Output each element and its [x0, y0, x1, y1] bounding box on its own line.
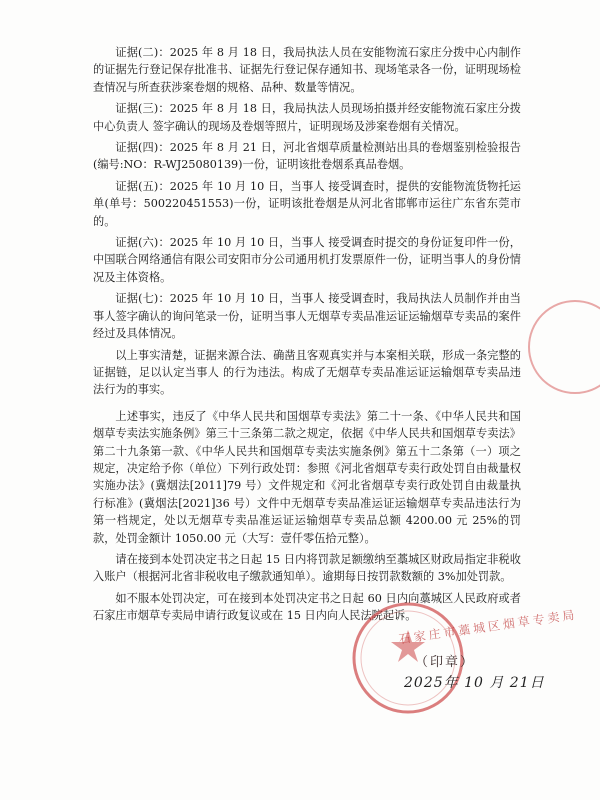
seal-label: （印章） [415, 655, 476, 670]
evidence-3-paragraph: 证据(三)：2025 年 8 月 18 日，我局执法人员现场拍摄并经安能物流石家庄分拨中心负责人 签字确认的现场及卷烟等照片，证明现场及涉案卷烟有关情况。 [93, 102, 521, 133]
evidence-2-paragraph: 证据(二)：2025 年 8 月 18 日，我局执法人员在安能物流石家庄分拨中心内制作的证据先行登记保存批准书、证据先行登记保存通知书、现场笔录各一份，证明现场检查情况与所查获涉案卷烟的规格、品种、数量等情况。 [93, 46, 521, 94]
appeal-rights-paragraph: 如不服本处罚决定，可在接到本处罚决定书之日起 60 日内向藁城区人民政府或者石家庄市烟草专卖局申请行政复议或在 15 日内向人民法院起诉。 [93, 591, 521, 623]
evidence-6-paragraph: 证据(六)：2025 年 10 月 10 日，当事人 接受调查时提交的身份证复印件一份，中国联合网络通信有限公司安阳市分公司通用机打发票原件一份，证明当事人的身份情况及主体资格。 [93, 236, 521, 284]
edge-seal-stamp [528, 300, 600, 394]
signature-date: 2025年 10 月 21日 [404, 675, 545, 691]
payment-instructions-paragraph: 请在接到本处罚决定书之日起 15 日内将罚款足额缴纳至藁城区财政局指定非税收入账户（根据河北省非税收电子缴款通知单）。逾期每日按罚款数额的 3%加处罚款。 [93, 552, 521, 584]
seal-organization-text: 石家庄市藁城区烟草专卖局 [397, 607, 579, 647]
facts-summary-paragraph: 以上事实清楚，证据来源合法、确凿且客观真实并与本案相关联，形成一条完整的证据链，足以认定当事人 的行为违法。构成了无烟草专卖品准运证运输烟草专卖品违法行为的事实。 [93, 348, 521, 397]
evidence-7-paragraph: 证据(七)：2025 年 10 月 10 日，当事人 接受调查时，我局执法人员制作并由当事人签字确认的询问笔录一份，证明当事人无烟草专卖品准运证运输烟草专卖品的案件经过及具体情况。 [93, 292, 521, 341]
evidence-4-paragraph: 证据(四)：2025 年 8 月 21 日，河北省烟草质量检测站出具的卷烟鉴别检验报告(编号:NO：R-WJ25080139)一份，证明该批卷烟系真品卷烟。 [93, 141, 521, 172]
penalty-decision-paragraph: 上述事实，违反了《中华人民共和国烟草专卖法》第二十一条、《中华人民共和国烟草专卖法实施条例》第三十三条第二款之规定，依据《中华人民共和国烟草专卖法》第二十九条第一款、《中华人民共和国烟草专卖法实施条例》第五十二条第（一）项之规定，决定给予你（单位）下列行政处罚：参照《河北省烟草专卖行政处罚自由裁量权实施办法》(冀烟法[2011]79 号）文件规定和《河北省烟草专卖行政处罚自由裁量执行标准》(冀烟法[2021]36 号）文件中无烟草专卖品准运证运输烟草专卖品违法行为第一档规定，处以无烟草专卖品准运证运输烟草专卖品总额 4200.00 元 25%的罚款，处罚金额计 1050.00 元（大写：壹仟零伍拾元整）。 [93, 409, 521, 545]
document-body [93, 44, 521, 629]
evidence-5-paragraph: 证据(五)：2025 年 10 月 10 日，当事人 接受调查时，提供的安能物流货物托运单(单号：500220451553)一份，证明该批卷烟是从河北省邯郸市运往广东省东莞市的。 [93, 179, 521, 228]
